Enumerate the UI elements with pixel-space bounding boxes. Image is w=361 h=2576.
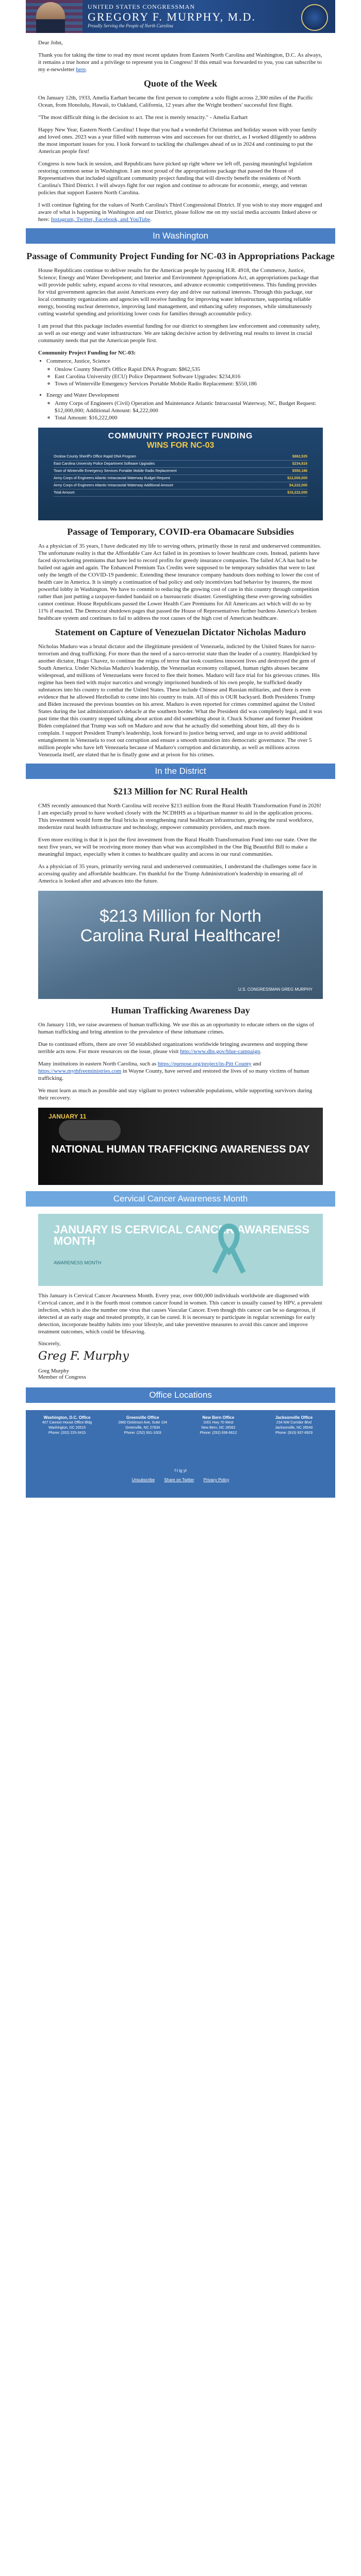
row-label: East Carolina University Police Department Software Upgrades — [54, 462, 155, 466]
office-line: 234 NW Corridor Blvd — [276, 1421, 311, 1425]
office-name: Jacksonville Office — [275, 1415, 313, 1420]
banner-line3: Proudly Serving the People of North Carolina — [88, 23, 173, 28]
banner-titles — [88, 3, 256, 28]
header-banner — [26, 0, 335, 33]
quote-p1: On January 12th, 1933, Amelia Earhart became the first person to complete a solo flight across 2,300 miles of the Pacific Ocean, from Honolulu, Hawaii, to Oakland, California, 12 years after the Wright brothers' successful first flight. — [38, 95, 314, 108]
trafficking-graphic-text: NATIONAL HUMAN TRAFFICKING AWARENESS DAY — [51, 1144, 310, 1155]
office-name: Greenville Office — [126, 1415, 159, 1420]
rural-title: $213 Million for NC Rural Health — [113, 786, 248, 796]
cpf-graphic-row — [54, 475, 307, 482]
row-amount: $12,000,000 — [287, 477, 307, 480]
cpf-p2: I am proud that this package includes essential funding for our district to strengthen law enforcement and community safety, as well as our energy and water infrastructure. We are taking decisive action by delivering real results to invest in crucial community needs that put the American people first. — [38, 323, 320, 344]
signature-block — [26, 1341, 335, 1380]
office-line: Jacksonville, NC 28540 — [275, 1426, 313, 1430]
trafficking-p3-mid: and — [253, 1061, 261, 1067]
office-jacksonville — [268, 1415, 320, 1436]
offices-panel — [26, 1410, 335, 1498]
list-item: ◦ East Carolina University (ECU) Police Department Software Upgrades: $234,816 — [55, 373, 323, 380]
quote-p5: I will continue fighting for the values of North Carolina's Third Congressional District. If you wish to stay more engaged and aware of what is happening in Washington and our District, please follow me on my social media accounts linked above or here: Instagram, Twitter, Facebook, and YouTube. — [38, 202, 322, 223]
social-links[interactable]: Instagram, Twitter, Facebook, and YouTube — [51, 216, 151, 223]
cpf-graphic-row — [54, 468, 307, 475]
row-label: Army Corps of Engineers Atlantic Intracoastal Waterway Additional Amount — [54, 484, 173, 487]
salutation: Dear John, — [38, 40, 63, 46]
trafficking-p1: On January 11th, we raise awareness of human trafficking. We use this as an opportunity to educate others on the signs of human trafficking and bring attention to the prevalence of these inhumane crimes. — [38, 1022, 315, 1035]
signer-name: Greg Murphy — [38, 1368, 70, 1374]
quote-p3: Happy New Year, Eastern North Carolina! I hope that you had a wonderful Christmas and holiday season with your family and loved ones. 2023 was a year filled with numerous wins and successes for our district, as I worked diligently to address the most important issues for you. I look forward to tackling the challenges ahead of us in 2024 and continuing to put the American people first! — [38, 127, 317, 155]
office-name: Washington, D.C. Office — [43, 1415, 91, 1420]
maduro-p1: Nicholas Maduro was a brutal dictator and the illegitimate president of Venezuela, indicted by the United States for narco-terrorism and drug trafficking. For more than the need of a narco-terrorist state than the leader of a country. Handpicked by another dictator, Hugo Chavez, to continue the reigns of terror that took countless innocent lives and destroyed the gem of South America. Under Nicholas Maduro's leadership, the Venezuelan economy collapsed, human rights abuses became widespread, and millions of Venezuelans were forced to flee their homes. Maduro will face trial for his grievous crimes. His regime has been tied with major narcotics and wrongly imprisoned hundreds of his own people, he trafficked deadly substances into his country to combat the United States. These include Chinese and Russian militaries, and there is even evidence that he allowed Hezbollah to come into his country to train. All of this is OUR backyard. Both Presidents Trump and Biden increased the previous bounties on his arrest. Maduro is even reported for crimes committed against the United States during the last administration's debacle at the southern border. What the President did was completely legal, and it was past time that this country stopped talking about action and did something about it. Chuck Schumer and former President Biden complained that Trump was soft on Maduro and now that he actually did something about him, all they do is complain. I support President Trump's leadership, look forward to justice being served, and urge us to avoid additional entanglement in Venezuela to root out corruption and ensure a smooth transition into democratic governance. The over 5 million people who have left Venezuela because of Maduro's corruption and dictatorship, as well as millions across Venezuela itself, are elated that he is finally gone and at prison for his crimes. — [38, 643, 322, 758]
cpf-title: Passage of Community Project Funding for NC-03 in Appropriations Package — [26, 251, 335, 261]
obamacare-p1: As a physician of 35 years, I have dedicated my life to serving others, primarily those in rural and underserved communities. The unfortunate reality is that the Affordable Care Act failed in its promises to lower healthcare costs. Instead, patients have faced skyrocketing premiums that have led to record profits for greedy insurance companies. The failed ACA has had to be bailed out again and again. The Enhanced Premium Tax Credits were supposed to be temporary subsidies that were to last only the length of the COVID-19 pandemic. Extending these insurance company handouts does nothing to lower the cost of health care in America. It is simply a continuation of bad policy and only incentivizes bad behavior by insurers, the most powerful lobby in Washington. We have to commit to reducing the growing cost of care in this country through competition rather than just putting a taxpayer-funded bandaid on a bureaucratic disaster. Greenlighting these ever-growing subsidies cannot continue. House Republicans passed the Lower Health Care Premiums for All Americans act which will do so by 11% if enacted. The Democrat shutdown pages that passed the House of Representatives further burdens America's broken healthcare system and continues to fail to address the root causes of the high cost of American healthcare. — [38, 543, 321, 621]
newsletter-page — [26, 0, 335, 1498]
privacy-link[interactable]: Privacy Policy — [203, 1478, 229, 1482]
cpf-list — [26, 349, 335, 421]
row-label: Army Corps of Engineers Atlantic Intracoastal Waterway Budget Request — [54, 477, 170, 480]
cpf-cat2-items — [55, 400, 323, 421]
row-label: Onslow County Sheriff's Office Rapid DNA Program — [54, 455, 136, 459]
intro-text: Thank you for taking the time to read my most recent updates from Eastern North Carolina and Washington, D.C. As always, it remains a true honor and a privilege to represent you in Congress! If this email was forwarded to you, you can subscribe to my e-newsletter — [38, 52, 322, 73]
row-amount: $550,186 — [292, 469, 307, 473]
trafficking-p2: Due to continued efforts, there are over 50 established organizations worldwide bringing awareness and stopping these terrible acts now. For more resources on the issue, please visit http://www.dhs.gov/blue-campaign. — [38, 1041, 308, 1055]
office-greenville — [117, 1415, 169, 1436]
row-label: Town of Winterville Emergency Services Portable Mobile Radio Replacement — [54, 469, 177, 473]
office-line: Greenville, NC 27834 — [125, 1426, 160, 1430]
office-line: 2860 Dickinson Ave, Suite 104 — [118, 1421, 168, 1425]
office-line: Phone: (910) 937-6929 — [275, 1431, 313, 1435]
quote-p2: "The most difficult thing is the decision to act. The rest is merely tenacity." - Amelia Earhart — [38, 114, 248, 121]
office-dc — [41, 1415, 93, 1436]
cpf-graphic-row — [54, 461, 307, 468]
trafficking-section — [26, 1021, 335, 1101]
list-item: ◦ Onslow County Sheriff's Office Rapid DNA Program: $862,535 — [55, 366, 323, 373]
closing: Sincerely, — [38, 1341, 61, 1347]
row-amount: $16,222,000 — [287, 491, 307, 495]
cpf-list-title: Community Project Funding for NC-03: — [38, 350, 136, 356]
footer-links — [26, 1478, 335, 1482]
cervical-ribbon: Cervical Cancer Awareness Month — [26, 1191, 335, 1207]
office-line: New Bern, NC 28562 — [201, 1426, 236, 1430]
trafficking-p4: We must learn as much as possible and stay vigilant to protect vulnerable populations, while supporting survivors during their recovery. — [38, 1088, 313, 1101]
in-district-ribbon: In the District — [26, 764, 335, 779]
congressman-photo — [36, 2, 65, 33]
cpf-graphic — [38, 428, 323, 520]
rural-section — [26, 802, 335, 885]
offices-ribbon: Office Locations — [26, 1387, 335, 1403]
unsubscribe-link[interactable]: Unsubscribe — [132, 1478, 155, 1482]
row-label: Total Amount — [54, 491, 75, 495]
cpf-graphic-sub: WINS FOR NC-03 — [146, 441, 215, 450]
share-link[interactable]: Share on Twitter — [164, 1478, 194, 1482]
obamacare-section — [26, 543, 335, 622]
signer-role: Member of Congress — [38, 1374, 86, 1380]
cpf-cat1 — [46, 358, 323, 387]
rural-p1: CMS recently announced that North Carolina will receive $213 million from the Rural Health Transformation Fund in 2026! I am especially proud to have worked closely with the NCDHHS as a bipartisan manner to aid in the application process. This investment would form the final bricks in strengthening rural healthcare infrastructure, growing the rural workforce, modernize rural health infrastructure and technology, empower community providers, and much more. — [38, 803, 321, 831]
cervical-p1: This January is Cervical Cancer Awareness Month. Every year, over 600,000 individuals worldwide are diagnosed with Cervical cancer, and it is the fourth most common cancer found in women. This cancer is usually caused by HPV, a prevalent infection, which is also the number one virus that causes Vascular Cancer. Even though this cancer can be so dangerous, if detected at an early stage and treated promptly, it can be cured. It is necessary to participate in regular screenings for early detection, incorporate healthy habits into your lifestyle, and take preventive measures to avoid this cancer and improve treatment outcomes, which could be lifesaving. — [38, 1293, 322, 1335]
cpf-cat1-label: Commerce, Justice, Science — [46, 358, 110, 364]
cpf-graphic-rows — [54, 453, 307, 497]
rural-graphic-text: $213 Million for North Carolina Rural Healthcare! — [80, 906, 281, 945]
maduro-section — [26, 643, 335, 758]
list-item: ◦ Total Amount: $16,222,000 — [55, 414, 323, 421]
cpf-section — [26, 267, 335, 344]
cpf-cat2-label: Energy and Water Development — [46, 392, 119, 398]
row-amount: $4,222,000 — [289, 484, 307, 487]
cpf-cat1-items — [55, 366, 323, 387]
rural-graphic — [38, 891, 323, 999]
trafficking-p2-text: Due to continued efforts, there are over 50 established organizations worldwide bringing awareness and stopping these terrible acts now. For more resources on the issue, please visit — [38, 1041, 308, 1055]
office-new-bern — [192, 1415, 244, 1436]
quote-section — [26, 94, 335, 223]
office-name: New Bern Office — [202, 1415, 235, 1420]
blue-campaign-link[interactable]: http://www.dhs.gov/blue-campaign — [180, 1048, 260, 1055]
trafficking-graphic-date: JANUARY 11 — [48, 1113, 87, 1120]
trafficking-graphic — [38, 1108, 323, 1185]
intro-section — [26, 39, 335, 73]
cpf-cat2 — [46, 392, 323, 421]
banner-line1: UNITED STATES CONGRESSMAN — [88, 3, 195, 10]
row-amount: $234,816 — [292, 462, 307, 466]
intro-paragraph: Thank you for taking the time to read my most recent updates from Eastern North Carolina and Washington, D.C. As always, it remains a true honor and a privilege to represent you in Congress! If this email was forwarded to you, you can subscribe to my e-newsletter here. — [38, 52, 322, 73]
cervical-graphic — [38, 1214, 323, 1286]
office-line: Phone: (202) 225-3415 — [48, 1431, 86, 1435]
cpf-graphic-row — [54, 453, 307, 461]
quote-title: Quote of the Week — [143, 78, 218, 89]
rural-p2: Even more exciting is that it is just the first investment from the Rural Health Transformation Fund into our state. Over the next five years, we will be receiving more money than what was accomplished in the One Big Beautiful Bill to make a meaningful impact, especially when it comes to healthcare quality and access in our rural communities. — [38, 837, 317, 857]
banner-line2: GREGORY F. MURPHY, M.D. — [88, 10, 256, 23]
list-item: ◦ Army Corps of Engineers (Civil) Operation and Maintenance Atlantic Intracoastal Waterway, NC, Budget Request: $12,000,000; Additional Amount: $4,222,000 — [55, 400, 323, 414]
cpf-category-list — [46, 358, 323, 421]
awareness-ribbon-icon — [203, 1221, 255, 1278]
mythfree-link[interactable]: https://www.mythfreeministries.com — [38, 1068, 122, 1074]
rural-p3: As a physician of 35 years, primarily serving rural and underserved communities, I understand the challenges some face in accessing quality and affordable healthcare. I'm thankful for the Trump Administration's leadership in ensuring all of America is looked after and advances into the future. — [38, 863, 317, 884]
handwritten-signature: Greg F. Murphy — [38, 1350, 129, 1363]
hands-graphic — [59, 1120, 121, 1141]
cervical-graphic-sub: AWARENESS MONTH — [54, 1260, 102, 1265]
cpf-graphic-row — [54, 489, 307, 497]
office-line: Phone: (252) 931-1003 — [124, 1431, 161, 1435]
cpf-graphic-row — [54, 482, 307, 489]
office-line: Phone: (252) 636-6612 — [200, 1431, 237, 1435]
quote-p5-text: I will continue fighting for the values of North Carolina's Third Congressional District. If you wish to stay more engaged and aware of what is happening in Washington and our District, please follow me on my social media accounts linked above or here: — [38, 202, 322, 223]
rural-graphic-tag: U.S. CONGRESSMAN GREG MURPHY — [238, 987, 313, 992]
trafficking-p3 — [38, 1060, 323, 1082]
cpf-graphic-title: COMMUNITY PROJECT FUNDING — [108, 432, 253, 440]
obamacare-title: Passage of Temporary, COVID-era Obamacare Subsidies — [67, 527, 294, 537]
trafficking-title: Human Trafficking Awareness Day — [111, 1005, 250, 1015]
office-line: 1001 Hwy 70 West — [203, 1421, 234, 1425]
list-item: ◦ Town of Winterville Emergency Services Portable Mobile Radio Replacement: $550,186 — [55, 380, 323, 387]
trafficking-p3-post: in Wayne County, have served and restored the lives of so many victims of human trafficking. — [38, 1068, 309, 1081]
social-icons[interactable]: f t ig yt — [174, 1468, 187, 1473]
quote-p4: Congress is now back in session, and Republicans have picked up right where we left off, passing meaningful legislation restoring common sense in Washington. I am most proud of the appropriations package that passed the House of Representatives that included significant community project funding that will directly benefit the residents of North Carolina's Third District. I will always fight for our region and continue to advocate for economic, energy, and veteran policies that support Eastern North Carolina. — [38, 161, 313, 196]
offices-grid — [41, 1415, 320, 1436]
trafficking-p3-pre: Many institutions in eastern North Carolina, such as — [38, 1061, 157, 1067]
office-line: 407 Cannon House Office Bldg — [42, 1421, 92, 1425]
row-amount: $862,535 — [292, 455, 307, 459]
congressional-seal-icon — [301, 4, 328, 31]
in-washington-ribbon: In Washington — [26, 228, 335, 244]
cervical-section — [26, 1292, 335, 1335]
maduro-title: Statement on Capture of Venezuelan Dictator Nicholas Maduro — [55, 627, 306, 637]
cpf-p1: House Republicans continue to deliver results for the American people by passing H.R. 4918, the Commerce, Justice, Science; Energy and Water Development; and Interior and Environment Appropriations Act, an appropriations package that will provide public safety, expand access to vital resources, and advance economic competitiveness. This funding provides for vital government agencies that assist Americans every day and drive our national interests. Through this package, our local community organizations and agencies will receive funding for improving water infrastructure, supporting reliable energy, boosting nuclear deterrence, improving land management, and enhancing safety responses, while simultaneously cutting wasteful spending and prioritizing lower costs for families through accountable policy. — [38, 267, 319, 317]
cervical-graphic-text: JANUARY IS CERVICAL CANCER AWARENESS MONTH — [54, 1223, 309, 1247]
office-line: Washington, DC 20515 — [48, 1426, 86, 1430]
subscribe-link[interactable]: here — [76, 66, 86, 73]
pitt-county-link[interactable]: https://purpose.org/project/in-Pitt County — [157, 1061, 252, 1067]
